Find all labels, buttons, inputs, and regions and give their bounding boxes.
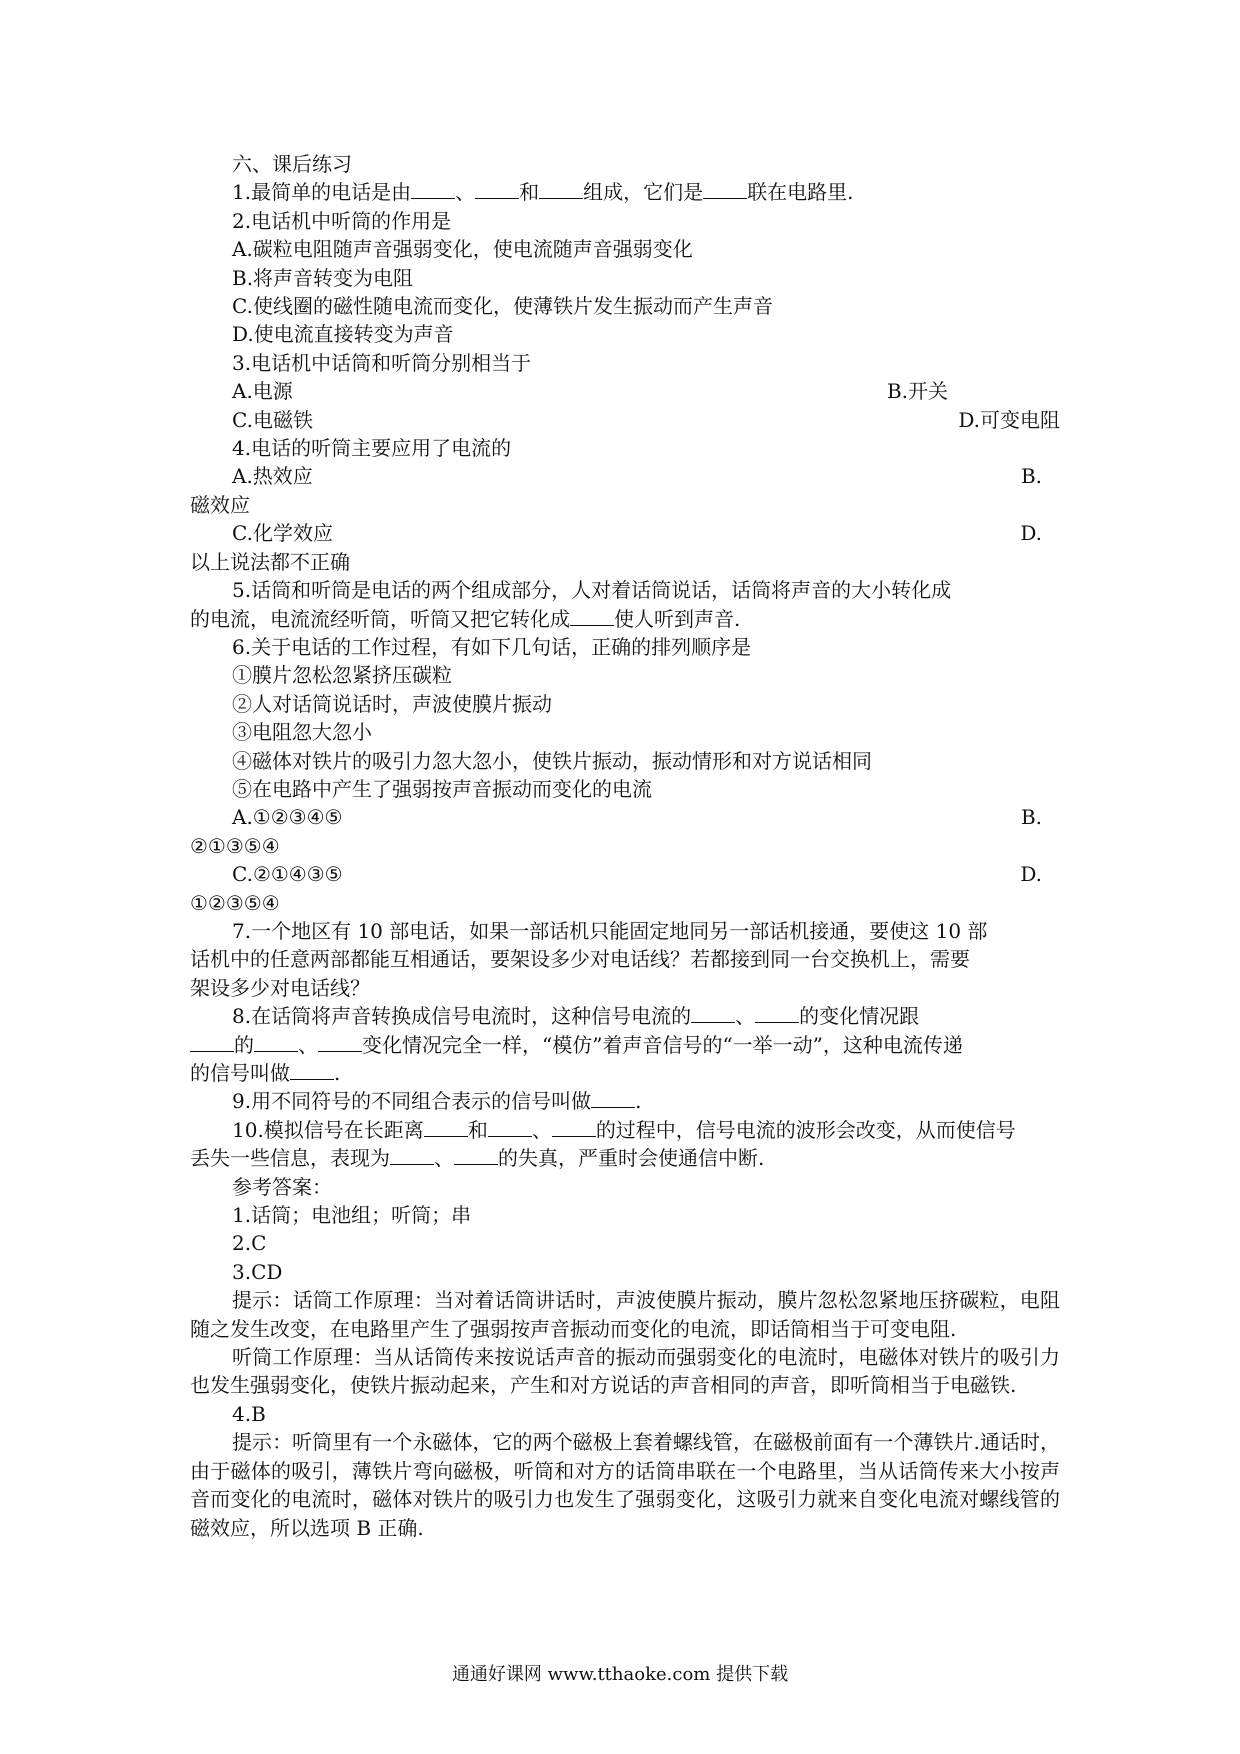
question-4-stem: 4.电话的听筒主要应用了电流的 — [232, 436, 512, 461]
blank — [190, 1033, 234, 1052]
question-7-line-3: 架设多少对电话线？ — [190, 975, 370, 1000]
blank — [454, 1146, 498, 1165]
answer-4: 4.B — [232, 1401, 266, 1426]
question-3-option-b: B.开关 — [886, 379, 948, 404]
question-5-line-2: 的电流，电流流经听筒，听筒又把它转化成 使人听到声音. — [190, 606, 741, 631]
blank — [318, 1033, 362, 1052]
question-6-options-row-2 — [190, 860, 1060, 888]
question-3-option-c: C.电磁铁 — [232, 407, 313, 432]
answers-title: 参考答案： — [232, 1174, 332, 1199]
blank — [591, 1089, 635, 1108]
answer-3-hint-microphone: 提示：话筒工作原理：当对着话筒讲话时，声波使膜片振动，膜片忽松忽紧地压挤碳粒，电阻随之发生改变，在电路里产生了强弱按声音振动而变化的电流，即话筒相当于可变电阻. — [190, 1288, 1060, 1341]
blank — [488, 1118, 532, 1137]
question-3-options-row-1 — [190, 377, 1060, 405]
question-6-statement-4: ④磁体对铁片的吸引力忽大忽小，使铁片振动，振动情形和对方说话相同 — [232, 748, 872, 773]
question-4-option-b-text: 磁效应 — [190, 492, 250, 517]
blank — [290, 1061, 334, 1080]
question-6-option-c: C.②①④③⑤ — [232, 862, 343, 887]
question-8-line-3: 的信号叫做 . — [190, 1061, 341, 1085]
question-1: 1.最简单的电话是由 、 和 组成，它们是 联在电路里. — [232, 180, 854, 205]
question-5-line-1: 5.话筒和听筒是电话的两个组成部分，人对着话筒说话，话筒将声音的大小转化成 — [232, 578, 952, 603]
answer-3-hint-receiver: 听筒工作原理：当从话筒传来按说话声音的振动而强弱变化的电流时，电磁体对铁片的吸引力也发生强弱变化，使铁片振动起来，产生和对方说话的声音相同的声音，即听筒相当于电磁铁. — [190, 1345, 1060, 1398]
question-6-option-b-label: B. — [1020, 805, 1042, 830]
blank — [552, 1118, 596, 1137]
question-2-option-c: C.使线圈的磁性随电流而变化，使薄铁片发生振动而产生声音 — [232, 294, 773, 319]
question-4-option-c: C.化学效应 — [232, 521, 333, 546]
question-4-option-a: A.热效应 — [232, 464, 313, 489]
question-6-statement-2: ②人对话筒说话时，声波使膜片振动 — [232, 691, 552, 716]
answer-4-hint: 提示：听筒里有一个永磁体，它的两个磁极上套着螺线管，在磁极前面有一个薄铁片.通话时，由于磁体的吸引，薄铁片弯向磁极，听筒和对方的话筒串联在一个电路里，当从话筒传来大小按声音而变化的电流时，磁体对铁片的吸引力也发生了强弱变化，这吸引力就来自变化电流对螺线管的磁效应，所以选项 B 正确. — [190, 1430, 1060, 1540]
question-6-statement-1: ①膜片忽松忽紧挤压碳粒 — [232, 663, 452, 688]
answer-1: 1.话筒；电池组；听筒；串 — [232, 1203, 472, 1228]
blank — [570, 607, 614, 626]
question-6-options-row-1 — [190, 803, 1060, 831]
page-footer: 通通好课网 www.tthaoke.com 提供下载 — [451, 1664, 789, 1685]
question-8-line-1: 8.在话筒将声音转换成信号电流时，这种信号电流的 、 的变化情况跟 — [232, 1004, 920, 1029]
question-6-stem: 6.关于电话的工作过程，有如下几句话，正确的排列顺序是 — [232, 634, 752, 659]
question-10-line-2: 丢失一些信息，表现为 、 的失真，严重时会使通信中断. — [190, 1146, 765, 1171]
question-3-options-row-2 — [190, 406, 1060, 434]
blank — [390, 1146, 434, 1165]
question-6-statement-3: ③电阻忽大忽小 — [232, 720, 372, 745]
question-4-options-row-2 — [190, 519, 1060, 547]
question-3-option-d: D.可变电阻 — [958, 407, 1060, 432]
question-6-option-d-label: D. — [1020, 862, 1042, 887]
answer-3: 3.CD — [232, 1259, 283, 1284]
blank — [475, 180, 519, 199]
question-4-option-d-label: D. — [1020, 521, 1042, 546]
question-4-options-row-1 — [190, 462, 1060, 490]
question-6-option-d-text: ①②③⑤④ — [190, 890, 280, 915]
question-7-line-1: 7.一个地区有 10 部电话，如果一部话机只能固定地同另一部话机接通，要使这 10 部 — [232, 918, 988, 943]
question-6-option-b-text: ②①③⑤④ — [190, 833, 280, 858]
blank — [539, 180, 583, 199]
answer-2: 2.C — [232, 1231, 267, 1256]
blank — [691, 1004, 735, 1023]
blank — [411, 180, 455, 199]
question-2-option-a: A.碳粒电阻随声音强弱变化，使电流随声音强弱变化 — [232, 237, 693, 262]
section-title: 六、课后练习 — [232, 152, 352, 176]
question-2-stem: 2.电话机中听筒的作用是 — [232, 208, 452, 233]
blank — [254, 1033, 298, 1052]
question-8-line-2: 的 、 变化情况完全一样，“模仿”着声音信号的“一举一动”，这种电流传递 — [190, 1031, 1060, 1059]
blank — [703, 180, 747, 199]
question-2-option-b: B.将声音转变为电阻 — [232, 265, 414, 290]
question-2-option-d: D.使电流直接转变为声音 — [232, 322, 454, 347]
question-9: 9.用不同符号的不同组合表示的信号叫做 . — [232, 1089, 642, 1114]
question-4-option-d-text: 以上说法都不正确 — [190, 549, 350, 574]
question-6-option-a: A.①②③④⑤ — [232, 805, 343, 830]
question-3-stem: 3.电话机中话筒和听筒分别相当于 — [232, 350, 532, 375]
question-6-statement-5: ⑤在电路中产生了强弱按声音振动而变化的电流 — [232, 776, 652, 801]
document-body — [190, 150, 1060, 1542]
blank — [755, 1004, 799, 1023]
question-4-option-b-label: B. — [1020, 464, 1042, 489]
question-7-line-2: 话机中的任意两部都能互相通话，要架设多少对电话线？若都接到同一台交换机上，需要 — [190, 947, 970, 972]
blank — [424, 1118, 468, 1137]
question-10-line-1: 10.模拟信号在长距离 和 、 的过程中，信号电流的波形会改变，从而使信号 — [232, 1117, 1016, 1142]
question-3-option-a: A.电源 — [232, 379, 293, 404]
